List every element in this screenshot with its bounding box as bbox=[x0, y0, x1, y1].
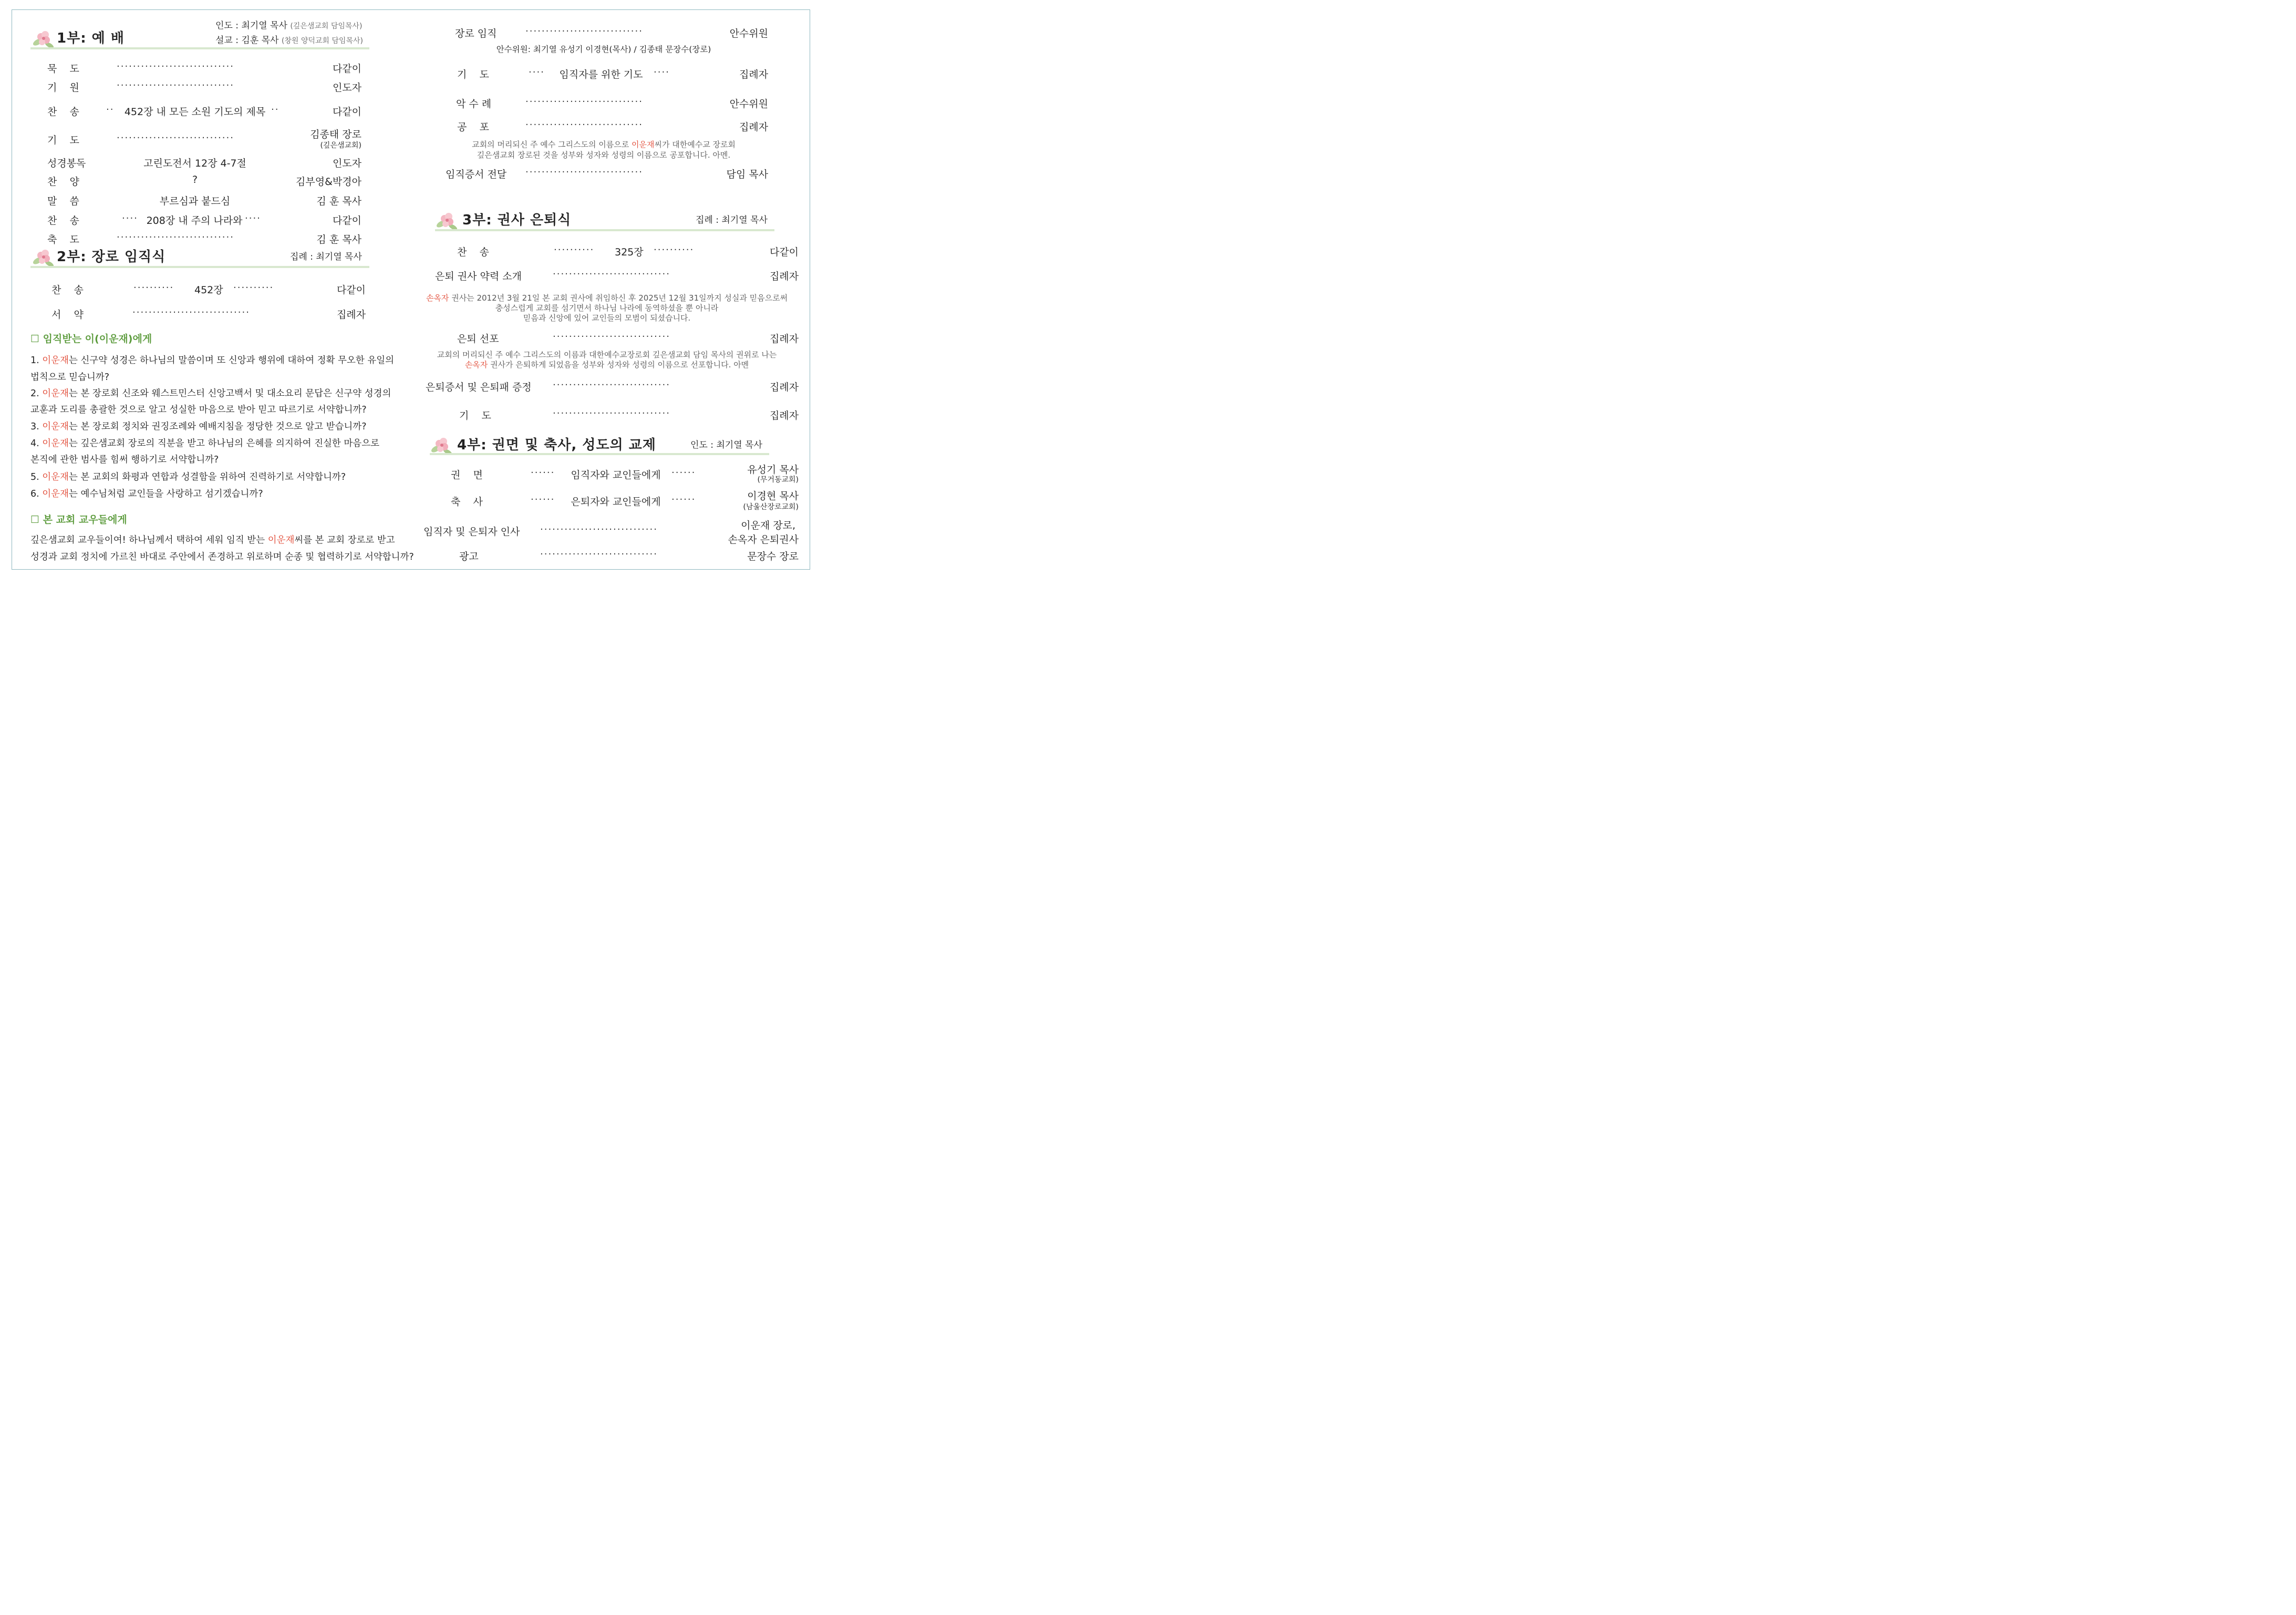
order-label: 기 도 bbox=[47, 135, 79, 146]
order-label: 찬 송 bbox=[47, 106, 79, 118]
order-label: 은퇴 권사 약력 소개 bbox=[435, 271, 522, 282]
leader-dots: ····························· bbox=[540, 524, 658, 535]
leader-dots: ······ bbox=[671, 467, 696, 478]
order-right: 집례자 bbox=[739, 121, 768, 133]
bio-a: 손옥자 권사는 2012년 3월 21일 본 교회 권사에 취임하신 후 2025년 12월 31일까지 성실과 믿음으로써 bbox=[426, 293, 788, 303]
order-right-2: 손옥자 은퇴권사 bbox=[728, 534, 799, 546]
vow-6: 6. 이운재는 예수님처럼 교인들을 사랑하고 섬기겠습니까? bbox=[30, 489, 263, 499]
declaration-a: 교회의 머리되신 주 예수 그리스도의 이름과 대한예수교장로회 깊은샘교회 담임 목사의 권위로 나는 bbox=[437, 350, 777, 359]
order-label: 찬 송 bbox=[457, 246, 489, 258]
order-right-sub: (무거동교회) bbox=[757, 476, 799, 484]
order-mid: 452장 내 모든 소원 기도의 제목 bbox=[124, 106, 266, 118]
order-right: 담임 목사 bbox=[726, 169, 768, 180]
order-mid: 고린도전서 12장 4-7절 bbox=[143, 158, 246, 169]
committee-list: 안수위원: 최기열 유성기 이경현(목사) / 김종태 문장수(장로) bbox=[496, 45, 711, 54]
leader-dots: ····························· bbox=[553, 269, 670, 280]
order-label: 축 사 bbox=[451, 496, 483, 508]
leader-dots: ···· bbox=[529, 67, 545, 78]
bio-b: 충성스럽게 교회를 섬기면서 하나님 나라에 동역하셨을 뿐 아니라 bbox=[495, 303, 719, 313]
vow-2b: 교훈과 도리를 총괄한 것으로 알고 성실한 마음으로 받아 믿고 따르기로 서약합니까? bbox=[30, 405, 367, 415]
vow-1b: 법칙으로 믿습니까? bbox=[30, 372, 110, 383]
leader-dots: ······ bbox=[671, 494, 696, 505]
order-right: 인도자 bbox=[332, 158, 361, 169]
order-label: 기 원 bbox=[47, 82, 79, 94]
vow-4a: 4. 이운재는 깊은샘교회 장로의 직분을 받고 하나님의 은혜를 의지하여 진실한 마음으로 bbox=[30, 438, 380, 449]
page-border bbox=[12, 9, 810, 570]
leader-dots: ·········· bbox=[133, 282, 174, 293]
order-right: 유성기 목사 bbox=[747, 464, 799, 476]
order-label: 은퇴증서 및 은퇴패 증정 bbox=[426, 382, 532, 393]
order-right: 인도자 bbox=[332, 82, 361, 94]
order-right: 안수위원 bbox=[729, 98, 768, 110]
part1-leader: 인도 : 최기열 목사 (깊은샘교회 담임목사) bbox=[215, 20, 363, 31]
order-right: 문장수 장로 bbox=[747, 551, 799, 562]
order-label: 광고 bbox=[459, 551, 479, 562]
order-label: 묵 도 bbox=[47, 63, 79, 75]
order-right: 집례자 bbox=[336, 309, 366, 321]
order-right: 집례자 bbox=[769, 410, 799, 421]
leader-dots: ····························· bbox=[525, 167, 643, 178]
leader-dots: ····························· bbox=[117, 80, 234, 91]
order-right: 다같이 bbox=[332, 106, 361, 118]
vow-4b: 본직에 관한 범사를 힘써 행하기로 서약합니까? bbox=[30, 455, 219, 465]
part4-title: 4부: 권면 및 축사, 성도의 교제 bbox=[457, 437, 656, 453]
order-mid: 452장 bbox=[194, 284, 223, 296]
part2-title: 2부: 장로 임직식 bbox=[57, 249, 166, 265]
part3-rule bbox=[435, 229, 774, 231]
order-right: 이운재 장로, bbox=[741, 520, 795, 531]
order-mid: 임직자를 위한 기도 bbox=[559, 69, 643, 80]
order-mid: 208장 내 주의 나라와 bbox=[146, 215, 243, 227]
order-label: 권 면 bbox=[451, 469, 483, 481]
leader-dots: ·········· bbox=[233, 282, 274, 293]
vow-5: 5. 이운재는 본 교회의 화평과 연합과 성결함을 위하여 진력하기로 서약합니까? bbox=[30, 472, 346, 482]
order-label: 장로 임직 bbox=[455, 28, 497, 39]
order-right: 다같이 bbox=[336, 284, 366, 296]
part1-rule bbox=[30, 47, 369, 49]
leader-dots: ····························· bbox=[553, 408, 670, 419]
order-right: 집례자 bbox=[739, 69, 768, 80]
order-right: 김종태 장로 bbox=[310, 129, 361, 140]
vow-3: 3. 이운재는 본 장로회 정치와 권징조례와 예배지침을 정당한 것으로 알고 받습니까? bbox=[30, 421, 367, 432]
leader-dots: ·· bbox=[271, 104, 280, 115]
leader-dots: ·· bbox=[106, 104, 115, 115]
leader-dots: ····························· bbox=[117, 132, 234, 143]
leader-dots: ····························· bbox=[117, 232, 234, 243]
leader-dots: ····························· bbox=[525, 26, 643, 37]
order-right: 김 훈 목사 bbox=[316, 196, 361, 207]
congregation-vow-b: 성경과 교회 정치에 가르친 바대로 주안에서 존경하고 위로하며 순종 및 협력하기로 서약합니까? bbox=[30, 552, 414, 562]
order-right: 이경현 목사 bbox=[747, 490, 799, 502]
order-label: 은퇴 선포 bbox=[457, 333, 499, 345]
leader-dots: ·········· bbox=[554, 244, 595, 255]
leader-dots: ····························· bbox=[553, 379, 670, 390]
section-heading-ordinand: ☐ 임직받는 이(이운재)에게 bbox=[30, 333, 152, 345]
order-label: 찬 송 bbox=[51, 284, 84, 296]
part4-leader: 인도 : 최기열 목사 bbox=[690, 440, 762, 450]
vow-2a: 2. 이운재는 본 장로회 신조와 웨스트민스터 신앙고백서 및 대소요리 문답은 신구약 성경의 bbox=[30, 388, 391, 399]
leader-dots: ····························· bbox=[132, 307, 250, 318]
leader-dots: ····························· bbox=[117, 61, 234, 72]
order-label: 찬 송 bbox=[47, 215, 79, 227]
proclamation-a: 교회의 머리되신 주 예수 그리스도의 이름으로 이운재씨가 대한예수교 장로회 bbox=[472, 140, 736, 149]
declaration-b: 손옥자 권사가 은퇴하게 되었음을 성부와 성자와 성령의 이름으로 선포합니다. 아멘 bbox=[464, 360, 749, 369]
order-mid: 325장 bbox=[615, 246, 644, 258]
order-label: 기 도 bbox=[459, 410, 491, 421]
part2-leader: 집례 : 최기열 목사 bbox=[290, 252, 362, 262]
order-right-sub: (깊은샘교회) bbox=[320, 141, 361, 150]
order-right: 다같이 bbox=[769, 246, 799, 258]
order-mid: 부르심과 붙드심 bbox=[159, 196, 231, 207]
order-label: 서 약 bbox=[51, 309, 84, 321]
order-label: 임직증서 전달 bbox=[446, 169, 507, 180]
leader-dots: ···· bbox=[122, 213, 138, 224]
part2-rule bbox=[30, 266, 369, 268]
order-label: 말 씀 bbox=[47, 196, 79, 207]
part3-title: 3부: 권사 은퇴식 bbox=[462, 212, 572, 228]
leader-dots: ···· bbox=[245, 213, 261, 224]
order-label: 기 도 bbox=[457, 69, 489, 80]
leader-dots: ·········· bbox=[654, 244, 695, 255]
order-label: 축 도 bbox=[47, 234, 79, 245]
order-right: 집례자 bbox=[769, 333, 799, 345]
leader-dots: ····························· bbox=[553, 331, 670, 342]
order-right: 김 훈 목사 bbox=[316, 234, 361, 245]
proclamation-b: 깊은샘교회 장로된 것을 성부와 성자와 성령의 이름으로 공포합니다. 아멘. bbox=[477, 150, 731, 160]
leader-dots: ····························· bbox=[540, 549, 658, 560]
vow-1a: 1. 이운재는 신구약 성경은 하나님의 말씀이며 또 신앙과 행위에 대하여 정확 무오한 유일의 bbox=[30, 355, 395, 366]
order-label: 임직자 및 은퇴자 인사 bbox=[423, 526, 520, 538]
order-mid: 은퇴자와 교인들에게 bbox=[571, 496, 661, 508]
order-right: 다같이 bbox=[332, 215, 361, 227]
order-mid: ? bbox=[192, 174, 198, 186]
leader-dots: ······ bbox=[531, 494, 555, 505]
order-label: 찬 양 bbox=[47, 176, 79, 188]
order-mid: 임직자와 교인들에게 bbox=[571, 469, 661, 481]
part1-sermon: 설교 : 김훈 목사 (창원 양덕교회 담임목사) bbox=[215, 35, 363, 46]
leader-dots: ······ bbox=[531, 467, 555, 478]
order-label: 악 수 례 bbox=[456, 98, 492, 110]
congregation-vow-a: 깊은샘교회 교우들이여! 하나님께서 택하여 세워 임직 받는 이운재씨를 본 교회 장로로 받고 bbox=[30, 535, 395, 546]
part4-rule bbox=[430, 453, 769, 455]
order-right: 집례자 bbox=[769, 382, 799, 393]
leader-dots: ····························· bbox=[525, 96, 643, 107]
order-right: 다같이 bbox=[332, 63, 361, 75]
order-right: 김부영&박경아 bbox=[296, 176, 361, 188]
order-label: 공 포 bbox=[457, 121, 489, 133]
order-right: 집례자 bbox=[769, 271, 799, 282]
leader-dots: ····························· bbox=[525, 119, 643, 130]
leader-dots: ···· bbox=[654, 67, 670, 78]
order-right: 안수위원 bbox=[729, 28, 768, 39]
section-heading-congregation: ☐ 본 교회 교우들에게 bbox=[30, 514, 127, 526]
part3-leader: 집례 : 최기열 목사 bbox=[696, 215, 768, 225]
bio-c: 믿음과 신앙에 있어 교인들의 모범이 되셨습니다. bbox=[523, 313, 691, 323]
order-label: 성경봉독 bbox=[47, 158, 86, 169]
order-right-sub: (남울산장로교회) bbox=[743, 503, 799, 511]
part1-title: 1부: 예 배 bbox=[57, 30, 125, 46]
